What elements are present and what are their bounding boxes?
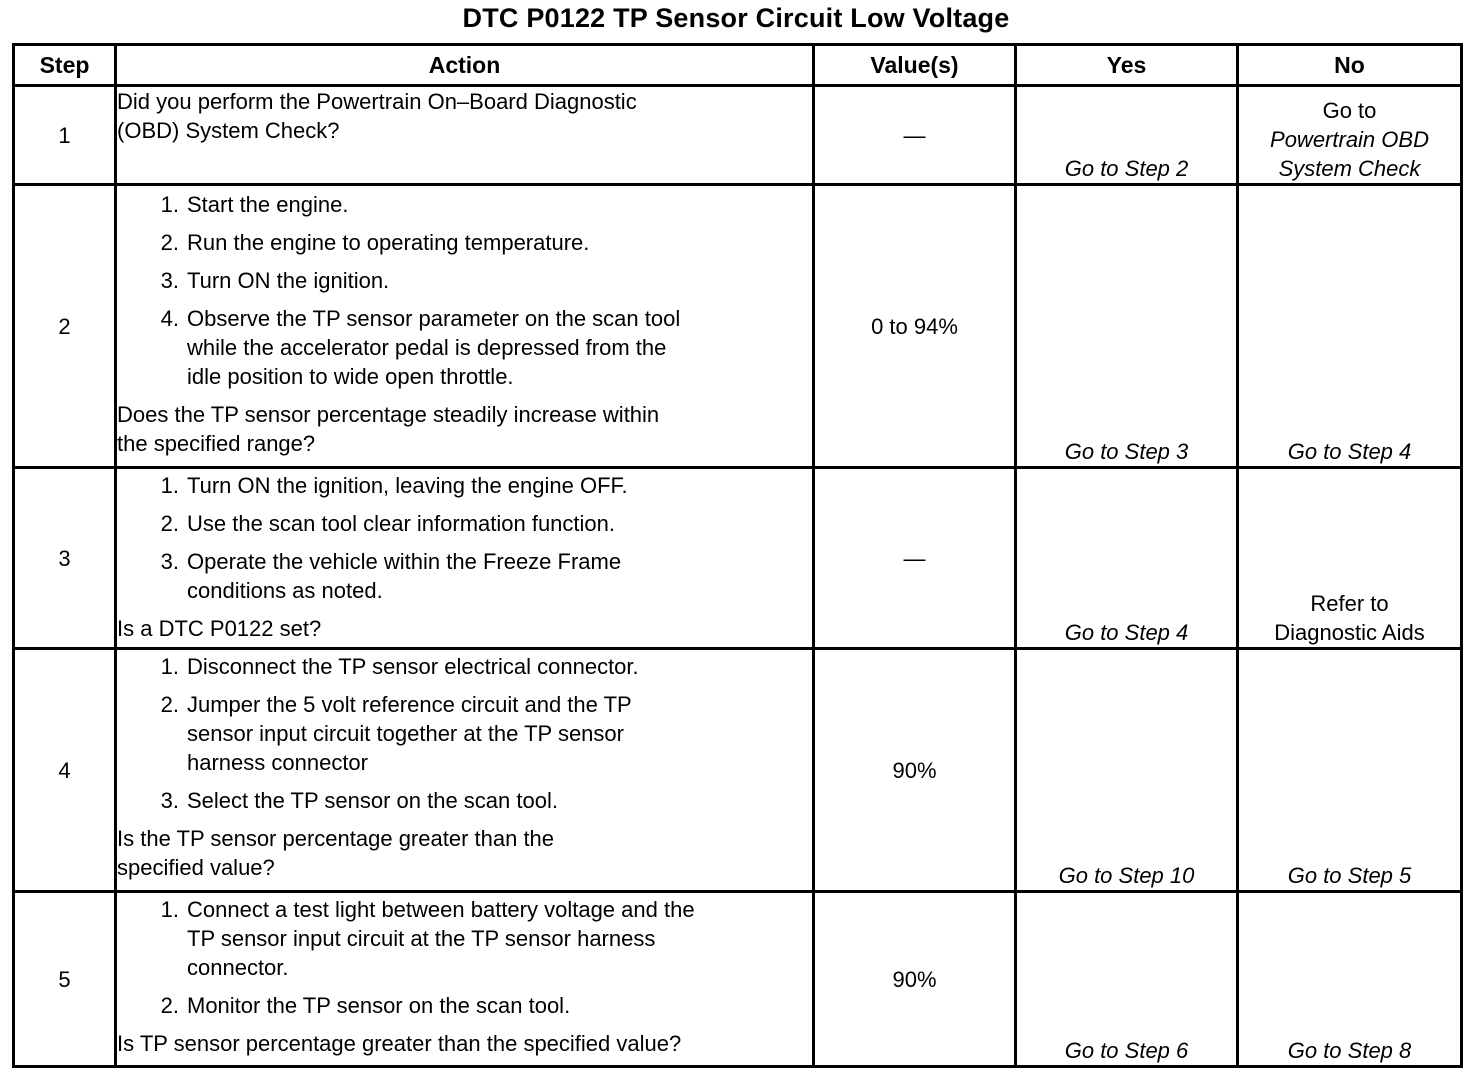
- item-number: 4.: [160, 306, 179, 331]
- yes-cell: Go to Step 10: [1016, 649, 1238, 892]
- text-line: Jumper the 5 volt reference circuit and the TP: [187, 692, 632, 717]
- header-values: Value(s): [814, 45, 1016, 86]
- text-line: Disconnect the TP sensor electrical connector.: [187, 654, 639, 679]
- text-line: Observe the TP sensor parameter on the scan tool: [187, 306, 681, 331]
- action-cell: [116, 649, 814, 892]
- action-cell: [116, 86, 814, 185]
- item-number: 1.: [160, 192, 179, 217]
- text-line: harness connector: [187, 750, 368, 775]
- text-line: Refer to: [1310, 591, 1389, 616]
- list-item: [160, 228, 812, 257]
- text-line: Is a DTC P0122 set?: [117, 616, 322, 641]
- procedure-list: [117, 893, 812, 1020]
- text-line: Go to: [1322, 98, 1377, 123]
- header-row: [14, 45, 1462, 86]
- procedure-list: [117, 650, 812, 815]
- step-number: 1: [14, 86, 116, 185]
- text-line: Run the engine to operating temperature.: [187, 230, 590, 255]
- item-number: 2.: [160, 993, 179, 1018]
- step-number: 2: [14, 185, 116, 468]
- list-item: [160, 190, 812, 219]
- text-line: Operate the vehicle within the Freeze Frame: [187, 549, 622, 574]
- question-text: [117, 87, 812, 145]
- item-number: 1.: [160, 654, 179, 679]
- text-line: Turn ON the ignition.: [187, 268, 390, 293]
- procedure-list: [117, 469, 812, 605]
- text-line: Select the TP sensor on the scan tool.: [187, 788, 558, 813]
- item-number: 1.: [160, 897, 179, 922]
- header-yes: Yes: [1016, 45, 1238, 86]
- item-number: 3.: [160, 788, 179, 813]
- value-cell: 90%: [814, 892, 1016, 1067]
- yes-cell: Go to Step 2: [1016, 86, 1238, 185]
- text-line: connector.: [187, 955, 289, 980]
- table-row: [14, 892, 1462, 1067]
- yes-cell: Go to Step 3: [1016, 185, 1238, 468]
- item-number: 3.: [160, 268, 179, 293]
- no-cell: Go to Step 4: [1238, 185, 1462, 468]
- table-row: [14, 86, 1462, 185]
- list-item: [160, 547, 812, 605]
- table-row: [14, 185, 1462, 468]
- no-cell: [1238, 86, 1462, 185]
- action-cell: [116, 468, 814, 649]
- question-text: [117, 614, 812, 643]
- step-number: 5: [14, 892, 116, 1067]
- text-line: Diagnostic Aids: [1274, 620, 1425, 645]
- text-line: the specified range?: [117, 431, 316, 456]
- text-line: specified value?: [117, 855, 275, 880]
- header-action: Action: [116, 45, 814, 86]
- text-line: Did you perform the Powertrain On–Board Diagnostic: [117, 89, 637, 114]
- text-line: Is the TP sensor percentage greater than the: [117, 826, 555, 851]
- list-item: [160, 690, 812, 777]
- text-line: Is TP sensor percentage greater than the specified value?: [117, 1031, 682, 1056]
- value-cell: —: [814, 468, 1016, 649]
- text-line: Does the TP sensor percentage steadily increase within: [117, 402, 660, 427]
- question-text: [117, 400, 812, 458]
- question-text: [117, 824, 812, 882]
- item-number: 1.: [160, 473, 179, 498]
- list-item: [160, 786, 812, 815]
- page-title: DTC P0122 TP Sensor Circuit Low Voltage: [462, 3, 1010, 33]
- text-line: conditions as noted.: [187, 578, 383, 603]
- text-line: Powertrain OBD: [1270, 127, 1429, 152]
- text-line: Turn ON the ignition, leaving the engine OFF.: [187, 473, 628, 498]
- list-item: [160, 509, 812, 538]
- item-number: 2.: [160, 230, 179, 255]
- item-number: 2.: [160, 511, 179, 536]
- text-line: TP sensor input circuit at the TP sensor harness: [187, 926, 656, 951]
- list-item: [160, 304, 812, 391]
- question-text: [117, 1029, 812, 1058]
- text-line: idle position to wide open throttle.: [187, 364, 514, 389]
- value-cell: 90%: [814, 649, 1016, 892]
- list-item: [160, 652, 812, 681]
- header-step: Step: [14, 45, 116, 86]
- no-cell: Go to Step 8: [1238, 892, 1462, 1067]
- step-number: 3: [14, 468, 116, 649]
- no-cell: Go to Step 5: [1238, 649, 1462, 892]
- action-cell: [116, 185, 814, 468]
- value-cell: 0 to 94%: [814, 185, 1016, 468]
- text-line: (OBD) System Check?: [117, 118, 340, 143]
- text-line: Monitor the TP sensor on the scan tool.: [187, 993, 571, 1018]
- list-item: [160, 991, 812, 1020]
- diagnostic-table: [12, 43, 1463, 1068]
- list-item: [160, 471, 812, 500]
- header-no: No: [1238, 45, 1462, 86]
- yes-cell: Go to Step 4: [1016, 468, 1238, 649]
- text-line: Use the scan tool clear information function.: [187, 511, 616, 536]
- text-line: System Check: [1278, 156, 1421, 181]
- no-cell: [1238, 468, 1462, 649]
- text-line: sensor input circuit together at the TP sensor: [187, 721, 624, 746]
- list-item: [160, 895, 812, 982]
- item-number: 2.: [160, 692, 179, 717]
- table-row: [14, 649, 1462, 892]
- yes-cell: Go to Step 6: [1016, 892, 1238, 1067]
- text-line: while the accelerator pedal is depressed from the: [187, 335, 667, 360]
- list-item: [160, 266, 812, 295]
- text-line: Start the engine.: [187, 192, 349, 217]
- value-cell: —: [814, 86, 1016, 185]
- procedure-list: [117, 186, 812, 391]
- text-line: Connect a test light between battery voltage and the: [187, 897, 695, 922]
- table-row: [14, 468, 1462, 649]
- step-number: 4: [14, 649, 116, 892]
- action-cell: [116, 892, 814, 1067]
- item-number: 3.: [160, 549, 179, 574]
